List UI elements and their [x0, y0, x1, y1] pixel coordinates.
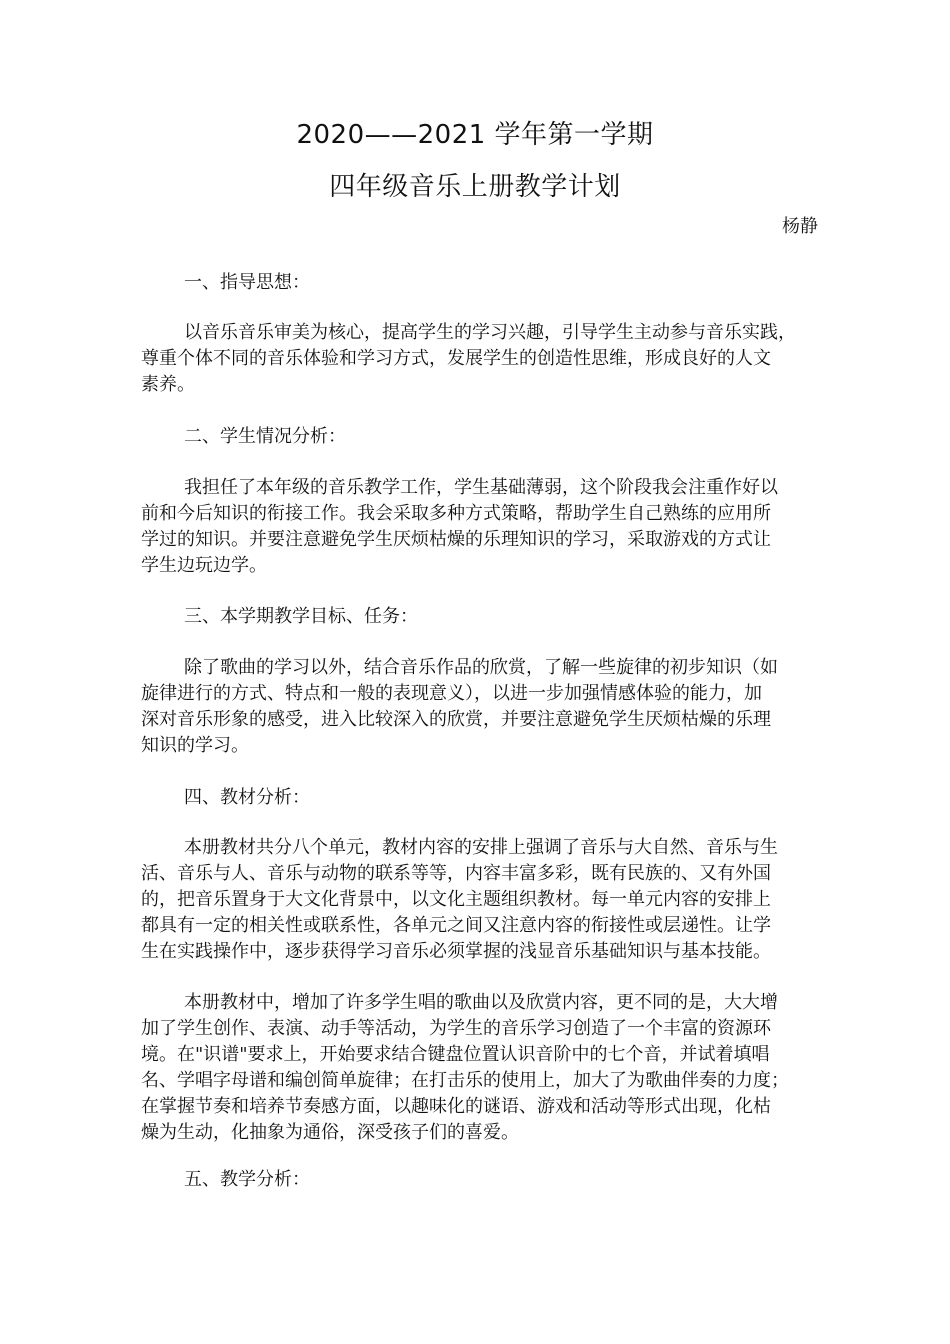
paragraph-line: 的，把音乐置身于大文化背景中，以文化主题组织教材。每一单元内容的安排上	[141, 889, 771, 910]
paragraph-line: 名、学唱字母谱和编创简单旋律；在打击乐的使用上，加大了为歌曲伴奏的力度；	[141, 1070, 789, 1091]
paragraph-line: 都具有一定的相关性或联系性，各单元之间又注意内容的衔接性或层递性。让学	[141, 915, 771, 936]
paragraph-line: 深对音乐形象的感受，进入比较深入的欣赏，并要注意避免学生厌烦枯燥的乐理	[141, 709, 771, 730]
paragraph-guiding-ideology	[141, 320, 825, 398]
author-name: 杨静	[782, 216, 818, 237]
paragraph-line: 燥为生动，化抽象为通俗，深受孩子们的喜爱。	[141, 1122, 519, 1143]
paragraph-line: 以音乐音乐审美为核心，提高学生的学习兴趣，引导学生主动参与音乐实践，	[184, 322, 796, 343]
paragraph-textbook-analysis-1	[141, 835, 825, 965]
paragraph-textbook-analysis-2	[141, 990, 825, 1146]
paragraph-line: 尊重个体不同的音乐体验和学习方式，发展学生的创造性思维，形成良好的人文	[141, 348, 771, 369]
paragraph-line: 本册教材中，增加了许多学生唱的歌曲以及欣赏内容，更不同的是，大大增	[184, 992, 778, 1013]
document-title-plan: 四年级音乐上册教学计划	[329, 172, 621, 202]
paragraph-line: 旋律进行的方式、特点和一般的表现意义），以进一步加强情感体验的能力，加	[141, 683, 762, 704]
section-heading-guiding-ideology: 一、指导思想：	[184, 272, 310, 293]
paragraph-line: 生在实践操作中，逐步获得学习音乐必须掌握的浅显音乐基础知识与基本技能。	[141, 941, 771, 962]
section-heading-textbook-analysis: 四、教材分析：	[184, 787, 310, 808]
section-heading-teaching-goals: 三、本学期教学目标、任务：	[184, 606, 418, 627]
paragraph-student-analysis	[141, 475, 825, 579]
paragraph-line: 学生边玩边学。	[141, 555, 267, 576]
paragraph-line: 素养。	[141, 374, 195, 395]
paragraph-line: 前和今后知识的衔接工作。我会采取多种方式策略，帮助学生自己熟练的应用所	[141, 503, 771, 524]
document-title-term: 2020——2021 学年第一学期	[296, 120, 654, 150]
paragraph-line: 学过的知识。并要注意避免学生厌烦枯燥的乐理知识的学习，采取游戏的方式让	[141, 529, 771, 550]
paragraph-line: 知识的学习。	[141, 735, 249, 756]
paragraph-line: 境。在"识谱"要求上，开始要求结合键盘位置认识音阶中的七个音，并试着填唱	[141, 1044, 770, 1065]
paragraph-line: 加了学生创作、表演、动手等活动，为学生的音乐学习创造了一个丰富的资源环	[141, 1018, 771, 1039]
paragraph-line: 除了歌曲的学习以外，结合音乐作品的欣赏，了解一些旋律的初步知识（如	[184, 657, 778, 678]
section-heading-teaching-analysis: 五、教学分析：	[184, 1169, 310, 1190]
paragraph-teaching-goals	[141, 655, 825, 759]
paragraph-line: 我担任了本年级的音乐教学工作，学生基础薄弱，这个阶段我会注重作好以	[184, 477, 778, 498]
section-heading-student-analysis: 二、学生情况分析：	[184, 426, 346, 447]
paragraph-line: 在掌握节奏和培养节奏感方面，以趣味化的谜语、游戏和活动等形式出现，化枯	[141, 1096, 771, 1117]
paragraph-line: 本册教材共分八个单元，教材内容的安排上强调了音乐与大自然、音乐与生	[184, 837, 778, 858]
paragraph-line: 活、音乐与人、音乐与动物的联系等等，内容丰富多彩，既有民族的、又有外国	[141, 863, 771, 884]
